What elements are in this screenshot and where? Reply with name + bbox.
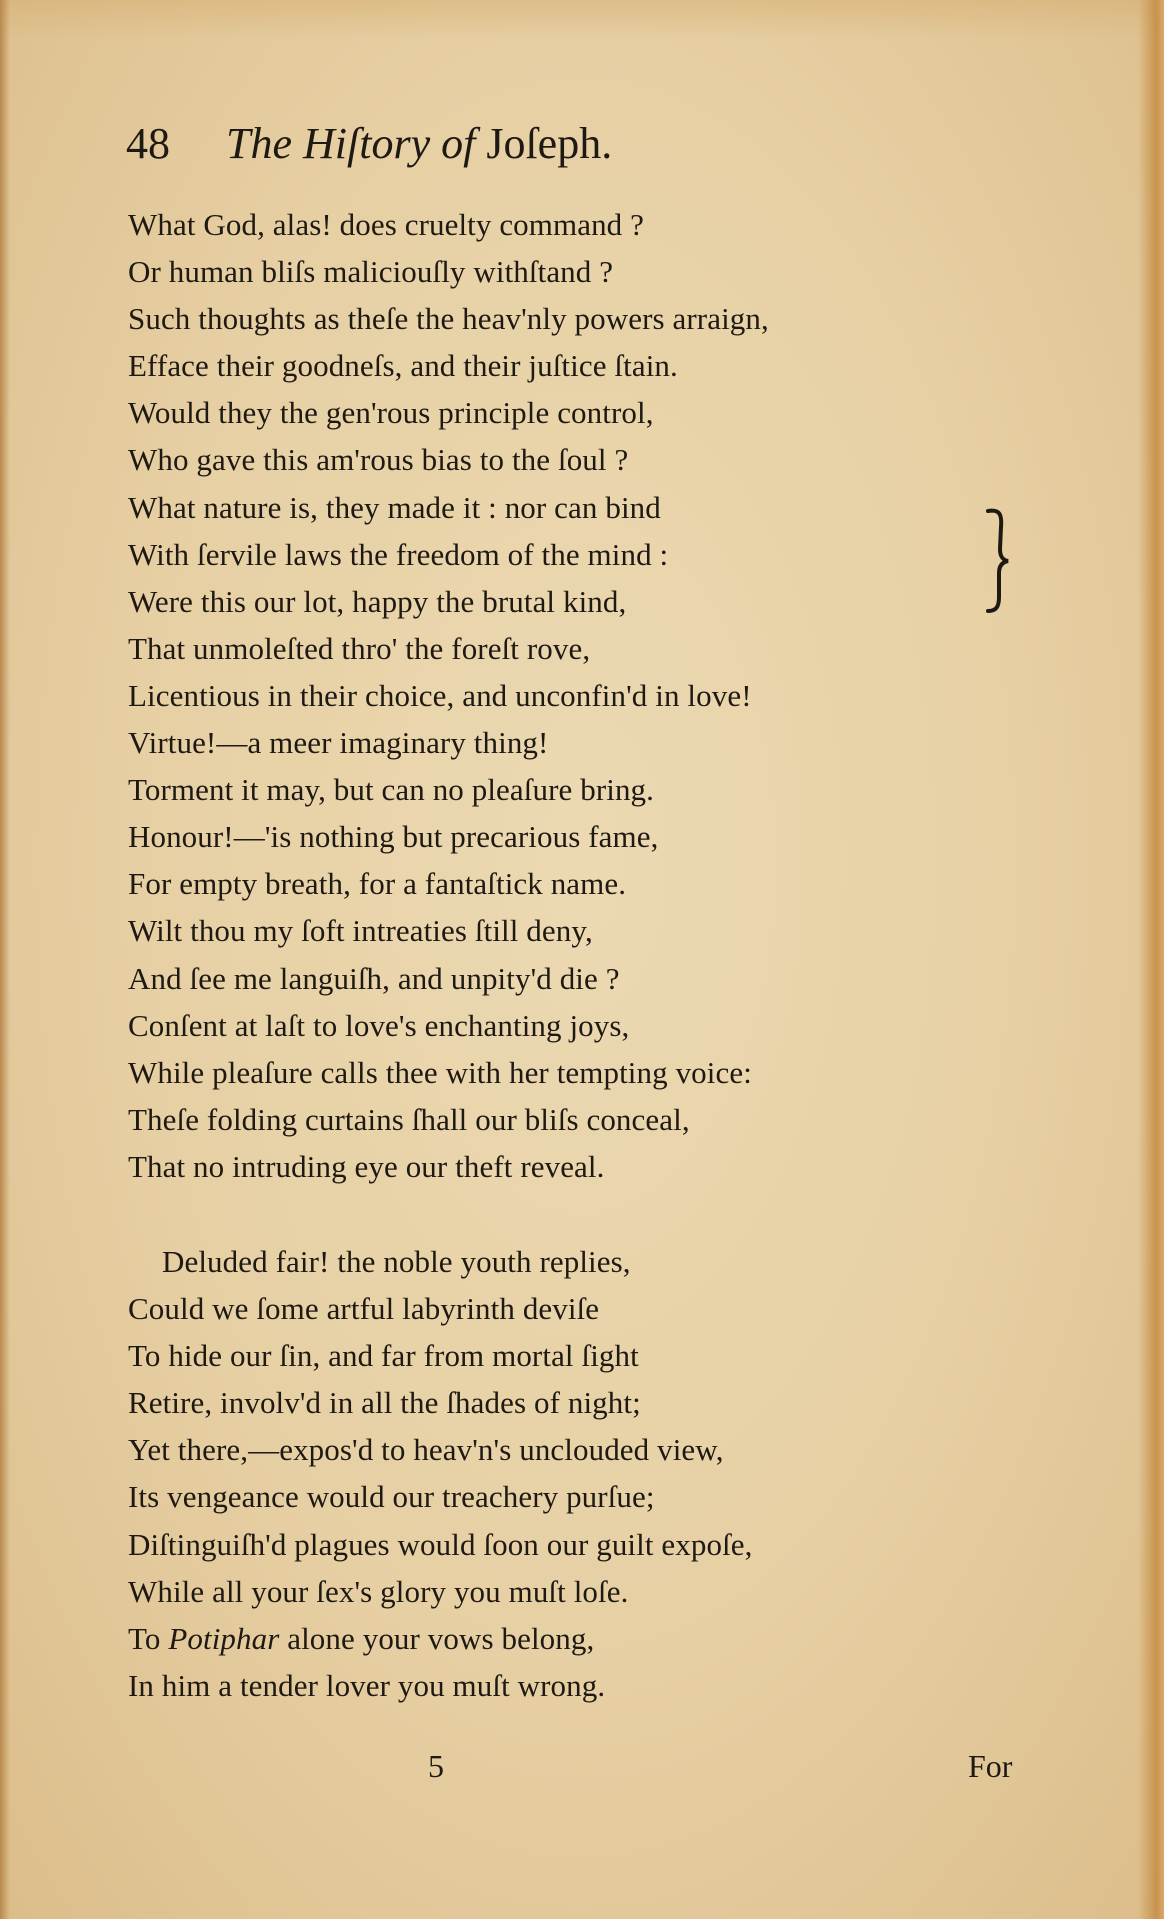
verse-line: That unmoleſted thro' the foreſt rove, [128,630,591,666]
stanza-2 [128,1238,753,1709]
name-potiphar: Potiphar [168,1620,280,1656]
verse-line: In him a tender lover you muſt wrong. [128,1667,606,1703]
verse-line: Honour!—'is nothing but precarious fame, [128,819,659,855]
verse-line: Virtue!—a meer imaginary thing! [128,725,549,761]
verse-line: Yet there,—expos'd to heav'n's unclouded view, [128,1432,724,1468]
catchword: For [968,1748,1013,1784]
page-top-shading [0,0,1164,40]
verse-line: Would they the gen'rous principle control, [128,395,654,431]
verse-line: Such thoughts as theſe the heav'nly powers arraign, [128,301,769,337]
page-right-edge [1138,0,1164,1919]
verse-line: Who gave this am'rous bias to the ſoul ? [128,442,629,478]
verse-line: Conſent at laſt to love's enchanting joys, [128,1007,630,1043]
verse-line [128,1615,753,1662]
verse-line: With ſervile laws the freedom of the mind : [128,536,669,572]
verse-line: That no intruding eye our theft reveal. [128,1148,605,1184]
verse-line: Deluded fair! the noble youth replies, [162,1244,631,1279]
verse-line: While pleaſure calls thee with her tempting voice: [128,1054,752,1090]
running-title-name: Joſeph. [486,119,613,168]
signature-mark: 5 [428,1748,444,1784]
verse-line: Torment it may, but can no pleaſure bring. [128,772,655,808]
verse-text: alone your vows belong, [287,1620,595,1656]
verse-line: Its vengeance would our treachery purſue; [128,1479,655,1515]
verse-line: Could we ſome artful labyrinth deviſe [128,1291,600,1327]
verse-line: What God, alas! does cruelty command ? [128,207,644,242]
running-head [126,118,612,178]
stanza-1 [128,201,769,1190]
triplet-brace-icon [986,505,1016,615]
verse-line: And ſee me languiſh, and unpity'd die ? [128,960,620,996]
verse-line: Were this our lot, happy the brutal kind, [128,583,627,619]
verse-line: Diſtinguiſh'd plagues would ſoon our guilt expoſe, [128,1526,753,1562]
verse-line: Or human bliſs maliciouſly withſtand ? [128,254,614,290]
verse-line: While all your ſex's glory you muſt loſe. [128,1573,629,1609]
verse-line: Wilt thou my ſoft intreaties ſtill deny, [128,913,593,949]
verse-line: For empty breath, for a fantaſtick name. [128,866,627,902]
verse-text: To [128,1620,161,1656]
page-left-edge [0,0,10,1919]
verse-line: Theſe folding curtains ſhall our bliſs conceal, [128,1101,690,1137]
page-number: 48 [126,119,170,168]
verse-line: What nature is, they made it : nor can bind [128,489,661,525]
running-title: The Hiſtory of [226,119,476,168]
verse-line: Licentious in their choice, and unconfin'd in love! [128,677,752,713]
verse-line: Efface their goodneſs, and their juſtice ſtain. [128,348,678,384]
verse-line: Retire, involv'd in all the ſhades of night; [128,1385,641,1421]
verse-line: To hide our ſin, and far from mortal ſight [128,1338,639,1374]
